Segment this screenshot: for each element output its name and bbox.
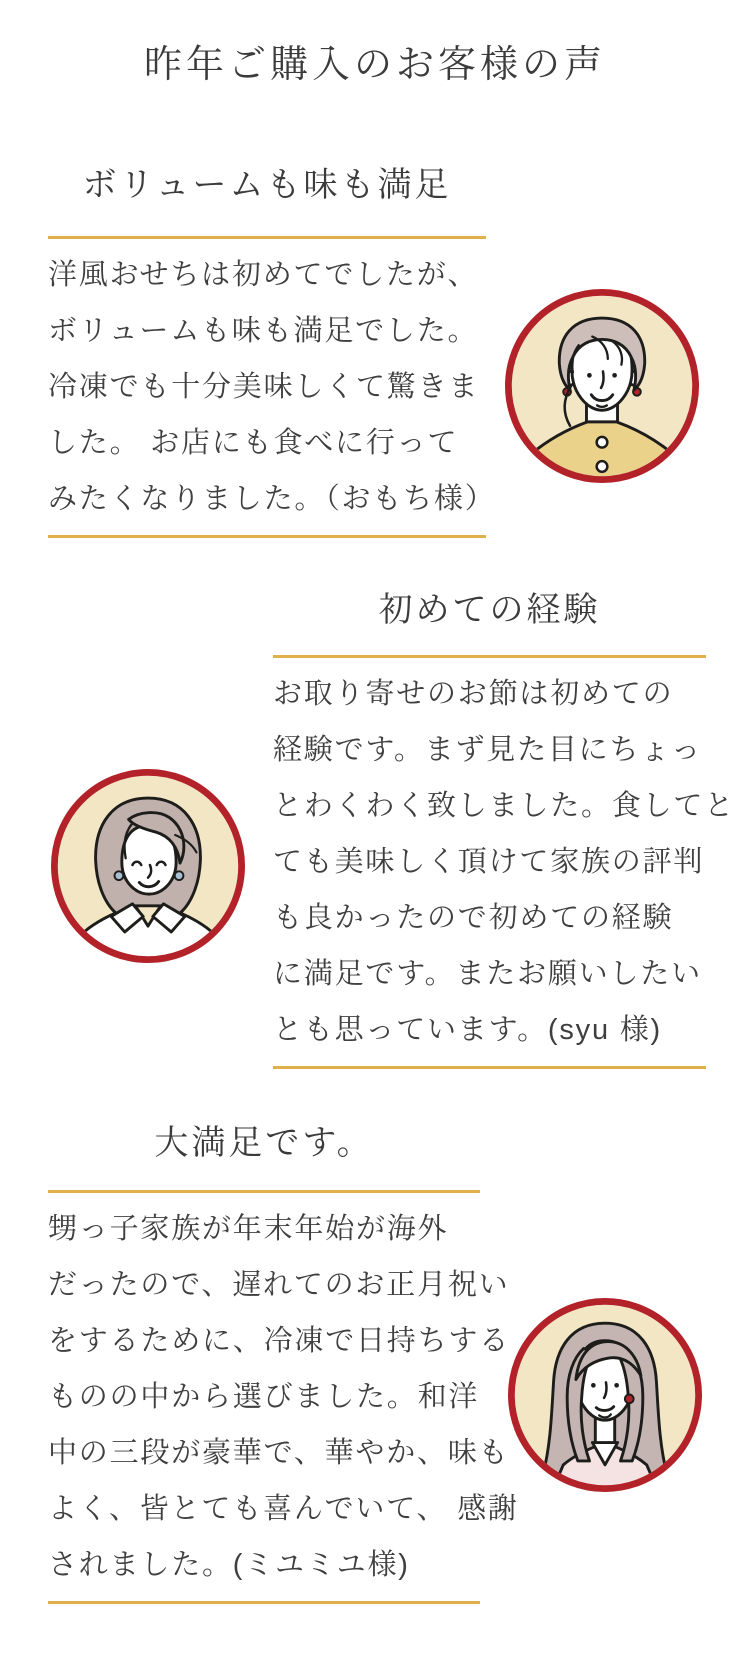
quote-line: だったので、遅れてのお正月祝い — [48, 1269, 510, 1301]
quote-line: 甥っ子家族が年末年始が海外 — [48, 1213, 449, 1245]
testimonial-1-quote — [48, 236, 496, 538]
quote-line: みたくなりました。（おもち様） — [48, 483, 496, 515]
avatar-3-illustration — [508, 1298, 702, 1492]
woman-long-hair-pink-blouse-avatar — [508, 1298, 702, 1492]
quote-line: されました。(ミユミユ様) — [48, 1549, 410, 1581]
testimonial-2-heading: 初めての経験 — [378, 592, 601, 629]
quote-line: 中の三段が豪華で、華やか、味も — [48, 1437, 510, 1469]
testimonial-2-quote — [273, 655, 736, 1069]
testimonial-3-heading: 大満足です。 — [154, 1125, 374, 1162]
quote-line: 洋風おせちは初めてでしたが、 — [48, 259, 479, 291]
quote-line: 冷凍でも十分美味しくて驚きま — [48, 371, 480, 403]
quote-line: ものの中から選びました。和洋 — [48, 1381, 480, 1413]
quote-line: とわくわく致しました。食してと — [273, 790, 736, 822]
testimonial-3-quote — [48, 1190, 519, 1604]
quote-line: ボリュームも味も満足でした。 — [48, 315, 479, 347]
quote-line: よく、皆とても喜んでいて、 感謝 — [48, 1493, 519, 1525]
page-title: 昨年ご購入のお客様の声 — [143, 44, 606, 86]
avatar-1-illustration — [505, 289, 699, 483]
quote-line: をするために、冷凍で日持ちする — [48, 1325, 511, 1357]
quote-line: も良かったので初めての経験 — [273, 902, 674, 934]
testimonial-1-heading: ボリュームも味も満足 — [82, 167, 452, 204]
avatar-2-illustration — [51, 769, 245, 963]
quote-line: ても美味しく頂けて家族の評判 — [273, 846, 705, 878]
quote-line: とも思っています。(syu 様) — [273, 1014, 662, 1046]
quote-line: に満足です。またお願いしたい — [273, 958, 702, 990]
woman-updo-yellow-blouse-avatar — [505, 289, 699, 483]
woman-bob-white-shirt-avatar — [51, 769, 245, 963]
quote-line: した。 お店にも食べに行って — [48, 427, 459, 459]
quote-line: 経験です。まず見た目にちょっ — [273, 734, 702, 766]
quote-line: お取り寄せのお節は初めての — [273, 678, 674, 710]
